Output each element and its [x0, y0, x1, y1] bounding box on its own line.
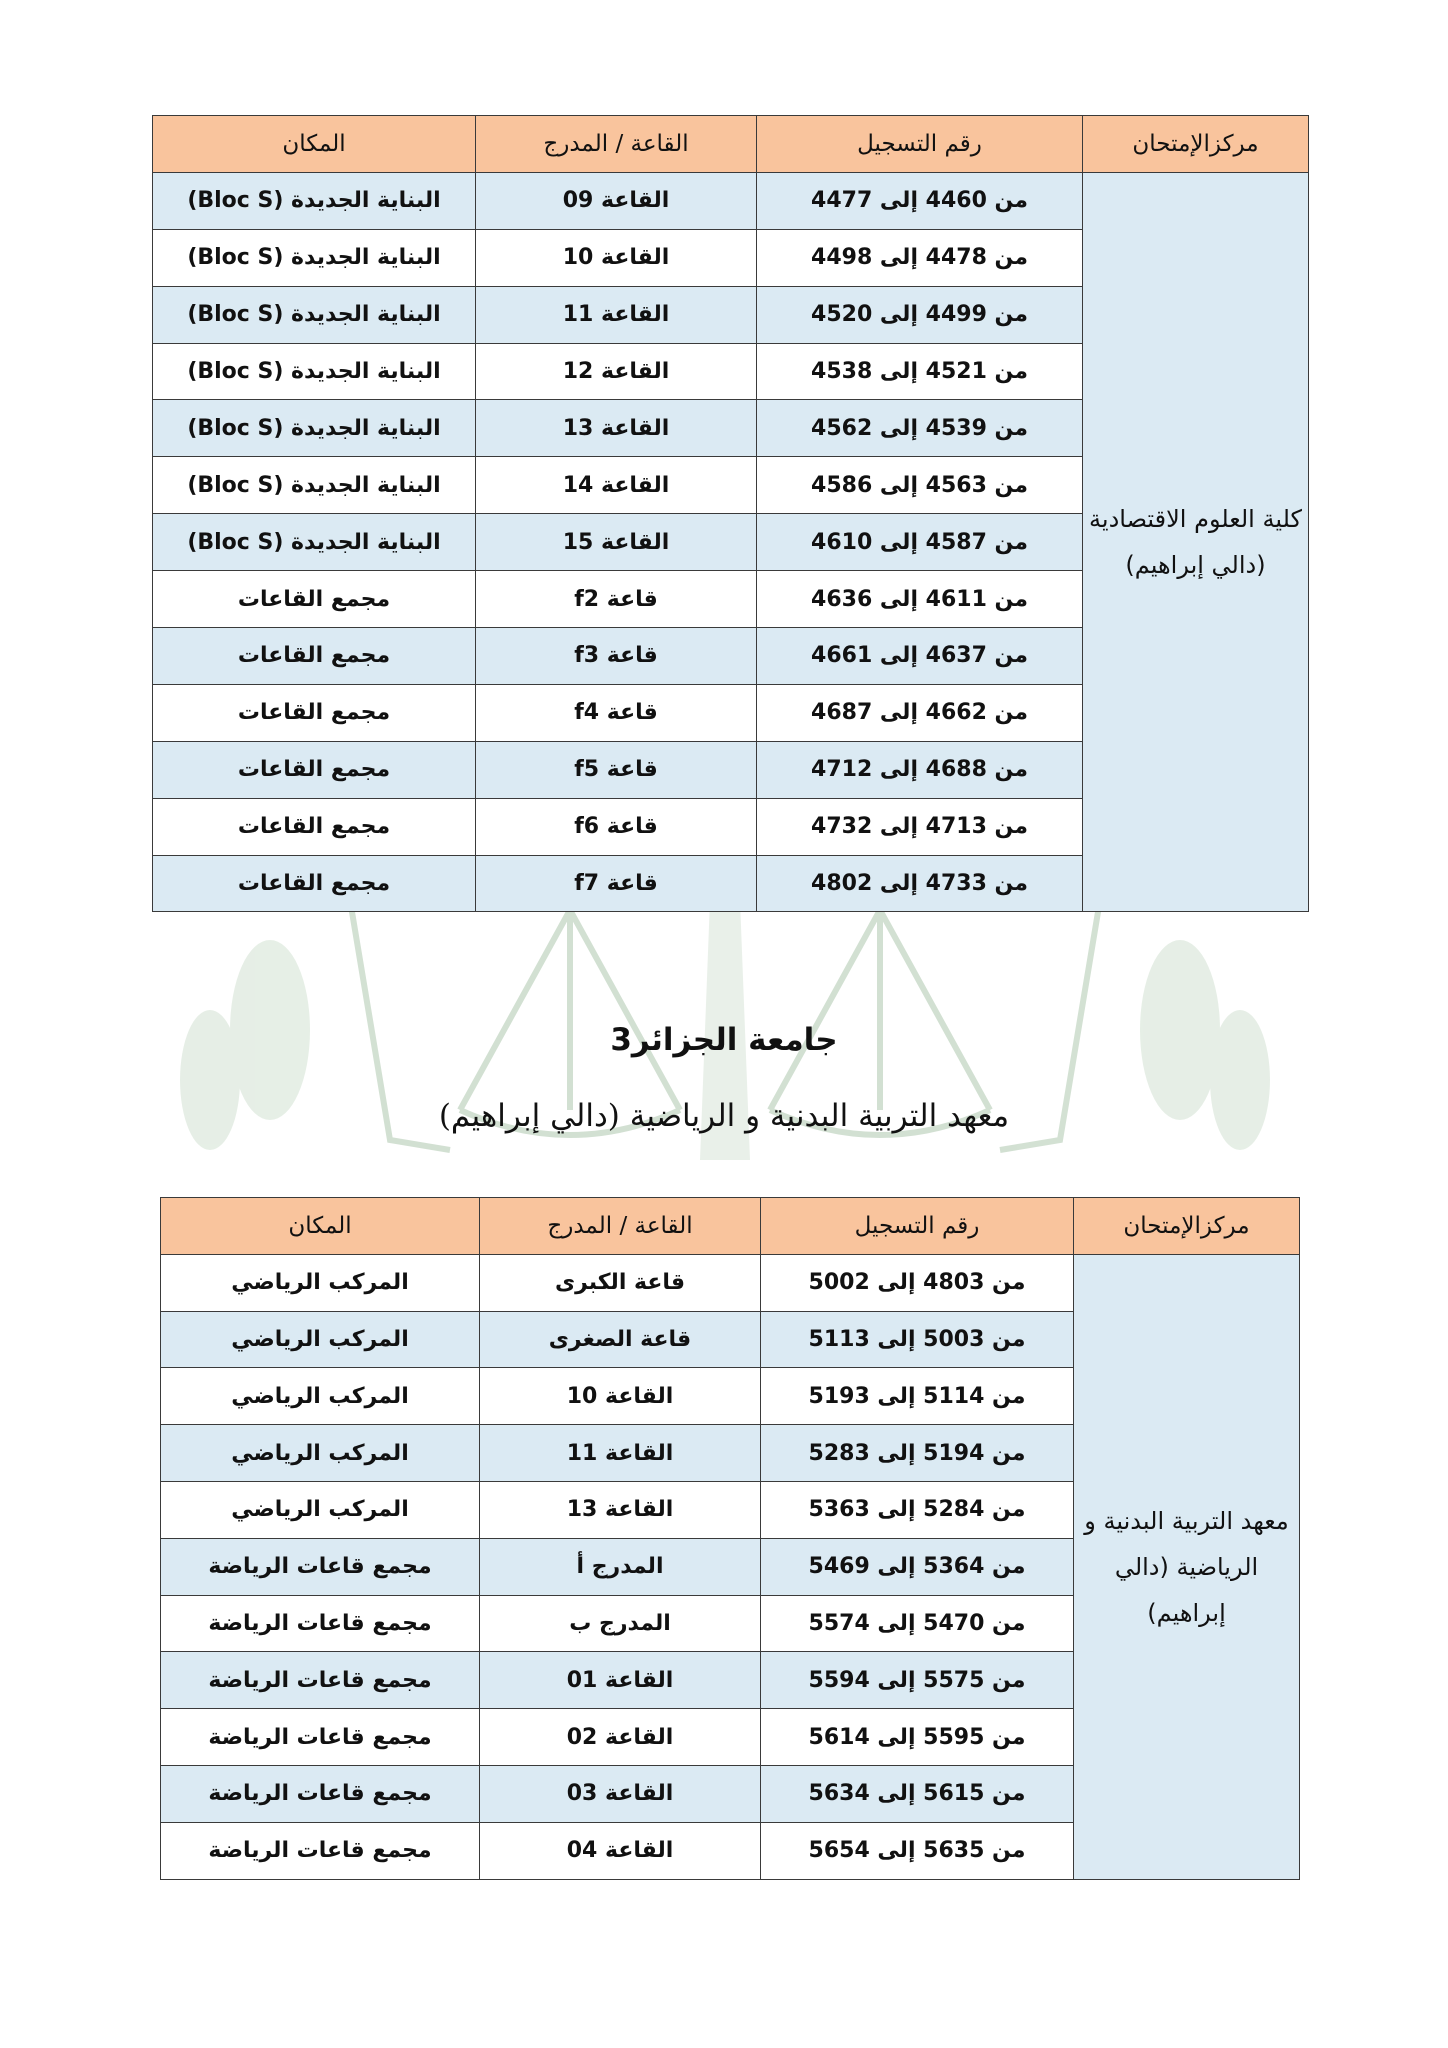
place-name: البناية الجديدة (Bloc S): [153, 286, 476, 343]
room-name: القاعة 15: [476, 514, 757, 571]
registration-range: من 5575 إلى 5594: [761, 1652, 1074, 1709]
registration-range: من 4662 إلى 4687: [757, 684, 1083, 741]
header-place: المكان: [161, 1198, 480, 1255]
place-name: مجمع القاعات: [153, 741, 476, 798]
room-name: القاعة 04: [480, 1822, 761, 1879]
room-name: قاعة الكبرى: [480, 1254, 761, 1311]
place-name: مجمع قاعات الرياضة: [161, 1652, 480, 1709]
room-name: القاعة 02: [480, 1709, 761, 1766]
place-name: البناية الجديدة (Bloc S): [153, 457, 476, 514]
room-name: القاعة 10: [480, 1368, 761, 1425]
room-name: القاعة 13: [476, 400, 757, 457]
place-name: مجمع القاعات: [153, 855, 476, 912]
header-exam-center: مركزالإمتحان: [1074, 1198, 1300, 1255]
registration-range: من 5284 إلى 5363: [761, 1481, 1074, 1538]
registration-range: من 4611 إلى 4636: [757, 571, 1083, 628]
header-registration-number: رقم التسجيل: [761, 1198, 1074, 1255]
room-name: قاعة f7: [476, 855, 757, 912]
institute-subtitle: معهد التربية البدنية و الرياضية (دالي إبراهيم): [438, 1098, 1010, 1134]
place-name: البناية الجديدة (Bloc S): [153, 514, 476, 571]
place-name: المركب الرياضي: [161, 1425, 480, 1482]
place-name: البناية الجديدة (Bloc S): [153, 172, 476, 229]
room-name: القاعة 01: [480, 1652, 761, 1709]
header-exam-center: مركزالإمتحان: [1083, 116, 1309, 173]
table-row: [153, 172, 1309, 229]
exam-schedule-table-economics: [152, 115, 1309, 912]
registration-range: من 4478 إلى 4498: [757, 229, 1083, 286]
place-name: المركب الرياضي: [161, 1368, 480, 1425]
place-name: المركب الرياضي: [161, 1481, 480, 1538]
room-name: القاعة 11: [476, 286, 757, 343]
room-name: قاعة f3: [476, 628, 757, 685]
place-name: مجمع قاعات الرياضة: [161, 1709, 480, 1766]
room-name: قاعة f4: [476, 684, 757, 741]
table-row: [161, 1254, 1300, 1311]
room-name: قاعة الصغرى: [480, 1311, 761, 1368]
place-name: البناية الجديدة (Bloc S): [153, 400, 476, 457]
registration-range: من 5114 إلى 5193: [761, 1368, 1074, 1425]
exam-center-cell: كلية العلوم الاقتصادية (دالي إبراهيم): [1083, 172, 1309, 912]
university-title: جامعة الجزائر3: [610, 1022, 838, 1058]
place-name: مجمع قاعات الرياضة: [161, 1822, 480, 1879]
registration-range: من 5635 إلى 5654: [761, 1822, 1074, 1879]
place-name: مجمع القاعات: [153, 628, 476, 685]
registration-range: من 4587 إلى 4610: [757, 514, 1083, 571]
registration-range: من 4539 إلى 4562: [757, 400, 1083, 457]
registration-range: من 5003 إلى 5113: [761, 1311, 1074, 1368]
registration-range: من 4563 إلى 4586: [757, 457, 1083, 514]
place-name: مجمع القاعات: [153, 571, 476, 628]
registration-range: من 4637 إلى 4661: [757, 628, 1083, 685]
header-room: القاعة / المدرج: [476, 116, 757, 173]
registration-range: من 4713 إلى 4732: [757, 798, 1083, 855]
room-name: قاعة f6: [476, 798, 757, 855]
place-name: المركب الرياضي: [161, 1311, 480, 1368]
exam-center-cell: معهد التربية البدنية و الرياضية (دالي إبراهيم): [1074, 1254, 1300, 1879]
room-name: المدرج أ: [480, 1538, 761, 1595]
registration-range: من 4460 إلى 4477: [757, 172, 1083, 229]
place-name: المركب الرياضي: [161, 1254, 480, 1311]
header-registration-number: رقم التسجيل: [757, 116, 1083, 173]
registration-range: من 5470 إلى 5574: [761, 1595, 1074, 1652]
room-name: قاعة f5: [476, 741, 757, 798]
table-header-row: [161, 1198, 1300, 1255]
room-name: القاعة 03: [480, 1765, 761, 1822]
registration-range: من 5194 إلى 5283: [761, 1425, 1074, 1482]
exam-schedule-table-sports-institute: [160, 1197, 1300, 1880]
registration-range: من 5595 إلى 5614: [761, 1709, 1074, 1766]
place-name: مجمع قاعات الرياضة: [161, 1538, 480, 1595]
table-header-row: [153, 116, 1309, 173]
registration-range: من 4521 إلى 4538: [757, 343, 1083, 400]
registration-range: من 4803 إلى 5002: [761, 1254, 1074, 1311]
place-name: مجمع قاعات الرياضة: [161, 1595, 480, 1652]
room-name: المدرج ب: [480, 1595, 761, 1652]
header-place: المكان: [153, 116, 476, 173]
room-name: القاعة 11: [480, 1425, 761, 1482]
place-name: مجمع القاعات: [153, 684, 476, 741]
room-name: قاعة f2: [476, 571, 757, 628]
registration-range: من 4688 إلى 4712: [757, 741, 1083, 798]
room-name: القاعة 12: [476, 343, 757, 400]
place-name: مجمع قاعات الرياضة: [161, 1765, 480, 1822]
place-name: البناية الجديدة (Bloc S): [153, 343, 476, 400]
header-room: القاعة / المدرج: [480, 1198, 761, 1255]
registration-range: من 5364 إلى 5469: [761, 1538, 1074, 1595]
registration-range: من 5615 إلى 5634: [761, 1765, 1074, 1822]
room-name: القاعة 10: [476, 229, 757, 286]
room-name: القاعة 14: [476, 457, 757, 514]
room-name: القاعة 13: [480, 1481, 761, 1538]
place-name: مجمع القاعات: [153, 798, 476, 855]
registration-range: من 4733 إلى 4802: [757, 855, 1083, 912]
registration-range: من 4499 إلى 4520: [757, 286, 1083, 343]
room-name: القاعة 09: [476, 172, 757, 229]
place-name: البناية الجديدة (Bloc S): [153, 229, 476, 286]
